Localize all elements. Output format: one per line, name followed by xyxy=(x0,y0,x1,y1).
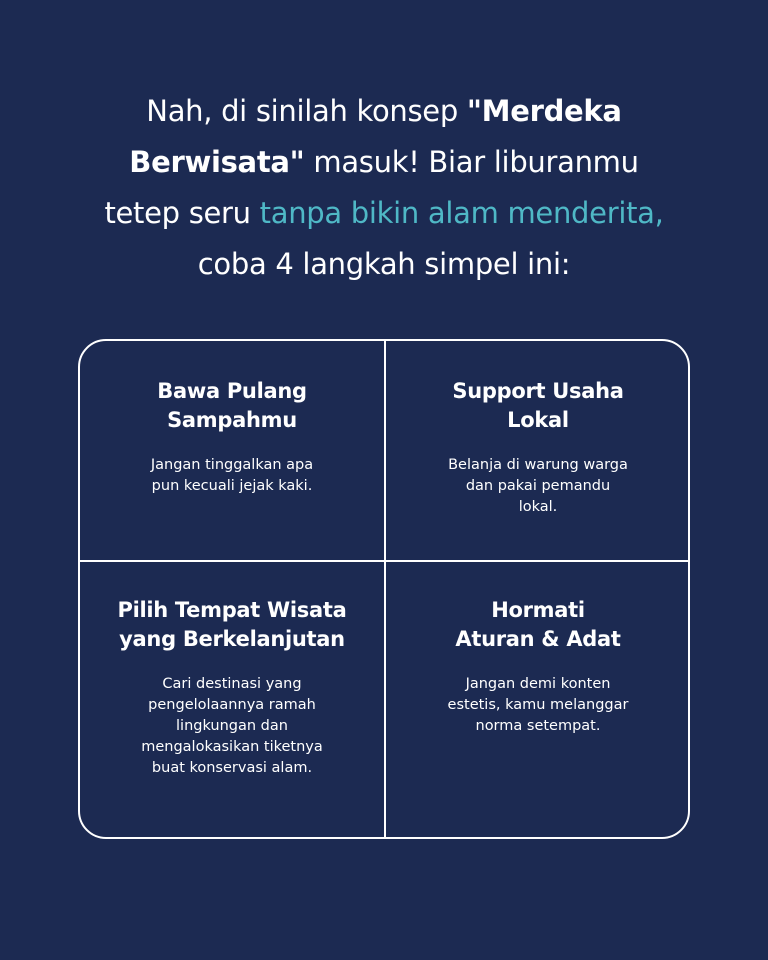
tip-card-support-local xyxy=(386,341,690,560)
tip-description: Cari destinasi yang pengelolaannya ramah lingkungan dan mengalokasikan tiketnya buat konservasi alam. xyxy=(141,676,323,776)
intro-line-2: Berwisata" masuk! Biar liburanmu xyxy=(129,145,639,179)
tip-description: Jangan demi konten estetis, kamu melanggar norma setempat. xyxy=(447,676,629,734)
tip-title: Support Usaha Lokal xyxy=(452,379,624,432)
tip-description: Belanja di warung warga dan pakai pemandu lokal. xyxy=(448,457,628,515)
tip-card-sustainable-destination xyxy=(80,562,384,839)
tip-title: Bawa Pulang Sampahmu xyxy=(157,379,307,432)
tip-title: Pilih Tempat Wisata yang Berkelanjutan xyxy=(117,598,347,651)
intro-line-4: coba 4 langkah simpel ini: xyxy=(197,247,571,281)
intro-heading xyxy=(64,86,704,290)
tip-card-respect-customs xyxy=(386,562,690,839)
tip-title: Hormati Aturan & Adat xyxy=(455,598,621,651)
tip-description: Jangan tinggalkan apa pun kecuali jejak kaki. xyxy=(150,457,314,494)
intro-highlight-bold: "Merdeka xyxy=(466,94,622,128)
intro-accent-text: tanpa bikin alam menderita, xyxy=(259,196,664,230)
tips-grid xyxy=(78,339,690,839)
intro-line-1: Nah, di sinilah konsep "Merdeka xyxy=(146,94,622,128)
intro-line-3: tetep seru tanpa bikin alam menderita, xyxy=(104,196,664,230)
tip-card-take-trash xyxy=(80,341,384,560)
intro-highlight-bold-2: Berwisata" xyxy=(129,145,305,179)
